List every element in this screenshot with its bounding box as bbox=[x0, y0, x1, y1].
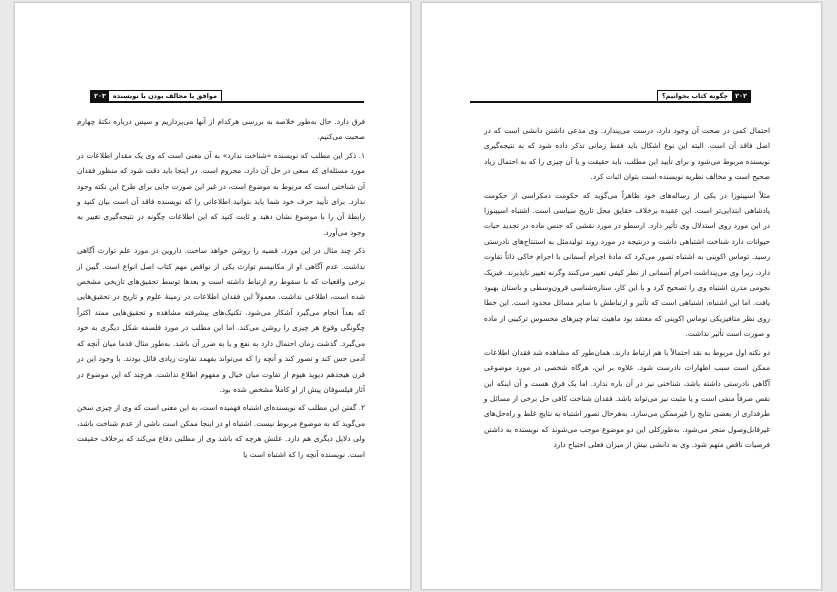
page-number: ۲۰۲ bbox=[732, 91, 750, 101]
paragraph: مثلاً اسپینوزا در یکی از رساله‌های خود ظاهراً می‌گوید که حکومت دمکراسی از حکومت پادشاهی ابتدایی‌تر است. این عقیده برخلاف حقایق محل تاریخ سیاسی است. اشتباه اسپینوزا در این مورد روی استدلال وی تأثیر دارد. ارسطو در مورد نقشی که جنس ماده در تجدید حیات حیوانات دارد شناخت اشتباهی داشت و درنتیجه در مورد روند تولیدمثل به استنتاج‌های نادرستی رسید. توماس اکوینی به اشتباه تصور می‌کرد که مادهٔ اجرام آسمانی با اجرام خاکی ذاتاً تفاوت دارد، زیرا وی می‌پنداشت اجرام آسمانی از نظر کیفی تغییر می‌کنند وگرنه تغییر ناپذیرند. فیزیک نجومی مدرن اشتباه وی را تصحیح کرد و با این کار، ستاره‌شناسی قرون‌وسطی و باستان بهبود یافت. اما این اشتباه، اشتباهی است که تأثیر و ارتباطش با سایر مسائل محدود است. این خطا روی نظر متافیزیکی توماس اکوینی که معتقد بود ماهیت تمام چیزهای محسوس ترکیبی از ماده و صورت است تأثیر نداشت. bbox=[484, 190, 770, 339]
page-right bbox=[421, 2, 822, 590]
running-title: چگونه کتاب بخوانیم؟ bbox=[661, 92, 729, 100]
paragraph: ۱. ذکر این مطلب که نویسنده «شناخت ندارد» به آن معنی است که وی یک مقدار اطلاعات در مورد مسئله‌ای که سعی در حل آن دارد، محروم است. در اینجا باید دقت شود که منظور فقدان آن شناختی است که مربوط به موضوع است، در غیر این صورت جایی برای طرح این نکته وجود ندارد. برای تأیید حرف خود شما باید بتوانید اطلاعاتی را که نویسنده فاقد آن است بیان کنید و رابطهٔ آن را با موضوع نشان دهید و ثابت کنید که این اطلاعات چگونه در نتیجه‌گیری تغییر به وجود می‌آورد. bbox=[77, 150, 365, 237]
paragraph: فرق دارد. حال به‌طور خلاصه به بررسی هرکدام از آنها می‌پردازیم و سپس درباره نکتهٔ چهارم صحبت می‌کنیم. bbox=[77, 117, 365, 142]
page-number: ۲۰۳ bbox=[91, 91, 109, 101]
running-header bbox=[657, 90, 751, 102]
page-left bbox=[14, 2, 411, 590]
paragraph: احتمال کمی در صحت آن وجود دارد، درست می‌پندارد. وی مدعی داشتن دانشی است که در اصل فاقد آن است. البته این نوع اشکال باید فقط زمانی تذکر داده شود که به نتیجه‌گیری نویسنده مربوط می‌شود و برای تأیید این مطلب، باید حقیقت و یا آن چیزی را که به احتمال زیاد صحیح است و مخالف نظریه نویسنده است بتوان اثبات کرد. bbox=[484, 126, 770, 182]
paragraph: دو نکته اول مربوط به نقد احتمالاً با هم ارتباط دارند. همان‌طور که مشاهده شد فقدان اطلاعات ممکن است سبب اظهارات نادرست شود. علاوه بر این، هرگاه شخصی در مورد موضوعی آگاهی نادرستی داشته باشد، شناختی نیز در آن باره ندارد. اما یک فرق هست و آن اینکه این نقص صرفاً منفی است و یا مثبت نیز می‌تواند باشد. فقدان شناخت کافی حل برخی از مسائل و طرفداری از بعضی نتایج را غیرممکن می‌سازد. به‌هرحال تصور اشتباه به نتایج غلط و راه‌حل‌های غیرقابل‌وصول منجر می‌شود. به‌طورکلی این دو موضوع موجب می‌شوند که نویسنده به داشتن فرضیات ناقص متهم شود. وی به دانشی بیش از میزان فعلی احتیاج دارد bbox=[484, 347, 770, 450]
paragraph: ذکر چند مثال در این مورد، قضیه را روشن خواهد ساخت. داروین در مورد علم توارث آگاهی نداشت. عدم آگاهی او از مکانیسم توارث یکی از نواقص مهم کتاب اصل انواع است. گیبن از برخی واقعیات که با سقوط رم ارتباط داشته است و بعدها توسط تحقیق‌های تاریخی مشخص شده است، اطلاعی نداشت. معمولاً این فقدان اطلاعات در زمینهٔ علوم و تاریخ در تحقیق‌هایی که بعداً انجام می‌گیرد آشکار می‌شود. تکنیک‌های پیشرفته مشاهده و تحقیق‌هایی ممتد اکثراً چگونگی وقوع هر چیزی را روشن می‌کند. اما این مطلب در مورد فلسفه شکل دیگری به خود می‌گیرد. گذشت زمان احتمال دارد به نفع و یا به ضرر آن باشد. به‌طور مثال قدما میان آنچه که آدمی حس کند و تصور کند و آنچه را که می‌تواند بفهمد تفاوت زیادی قائل بودند. با وجود این در قرن هیجدهم دیوید هیوم از تفاوت میان خیال و مفهوم اطلاع نداشت. هرچند که این موضوع در آثار فیلسوفان پیش از او کاملاً مشخص شده بود. bbox=[77, 246, 365, 394]
running-title: موافق یا مخالف بودن با نویسنده bbox=[112, 92, 217, 100]
page-header bbox=[90, 90, 364, 103]
page-header bbox=[470, 90, 751, 103]
paragraph: ۲. گفتن این مطلب که نویسنده‌ای اشتباه فهمیده است، به این معنی است که وی از چیزی سخن می‌گوید که به موضوع مربوط نیست. اشتباه او در اینجا ممکن است ناشی از عدم شناخت باشد، ولی دلایل دیگری هم دارد. علتش هرچه که باشد وی از مطلبی دفاع می‌کند که برخلاف حقیقت است. نویسنده آنچه را که اشتباه است یا bbox=[77, 403, 365, 459]
page-body bbox=[484, 123, 770, 453]
running-header bbox=[90, 90, 222, 102]
page-body bbox=[77, 114, 365, 462]
